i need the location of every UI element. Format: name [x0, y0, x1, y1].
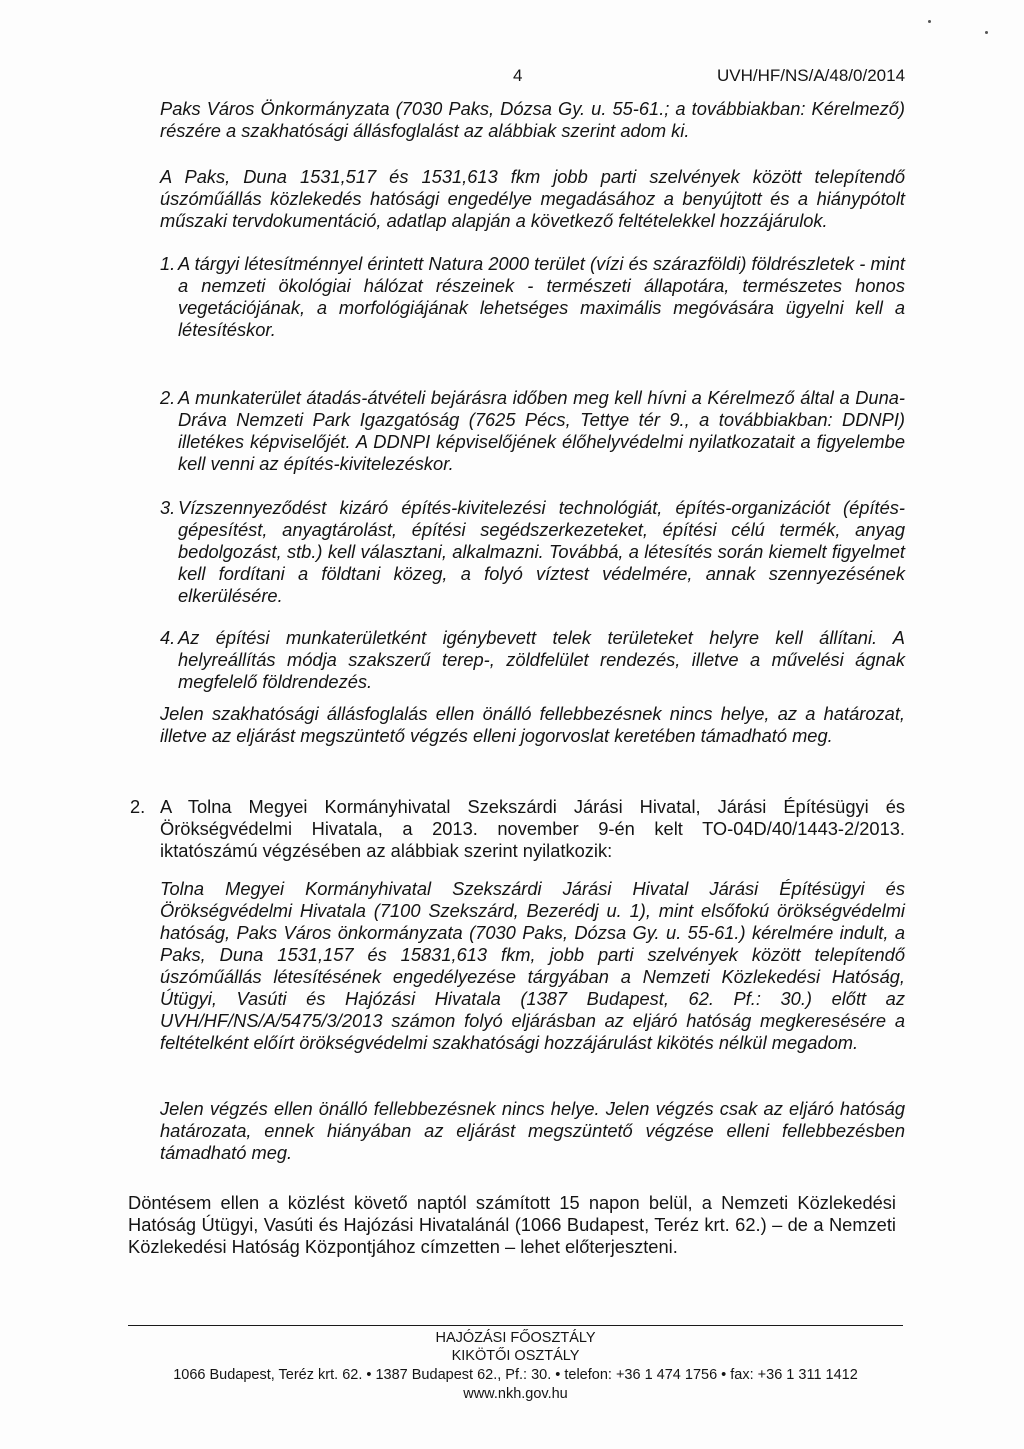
heritage-appeal-notice: Jelen végzés ellen önálló fellebbezésnek nincs helye. Jelen végzés csak az eljáró hatóság határozata, ennek hiányában az eljárást megszüntető végzése elleni fellebbezésben támadható meg. — [160, 1098, 905, 1163]
condition-3-text: Vízszennyeződést kizáró építés-kivitelezési technológiát, építés-organizációt (építés-gépesítést, anyagtárolást, építési segédszerkezeteket, építési célú termék, anyag bedolgozást, stb.) kell választani, alkalmazni. Továbbá, a létesítés során kiemelt figyelmet kell fordítani a földtani közeg, a folyó víztest védelmére, annak szennyezésének elkerülésére. — [178, 497, 905, 606]
condition-3-number: 3. — [160, 497, 176, 518]
appeal-notice: Jelen szakhatósági állásfoglalás ellen önálló fellebbezésnek nincs helye, az a határozat, illetve az eljárást megszüntető végzés elleni jogorvoslat keretében támadható meg. — [160, 703, 905, 746]
item-2-number: 2. — [130, 796, 146, 817]
scan-speck — [985, 31, 988, 34]
heritage-authority-quote: Tolna Megyei Kormányhivatal Szekszárdi Járási Hivatal Járási Építésügyi és Örökségvédelmi Hivatala (7100 Szekszárd, Bezerédj u. 1), mint elsőfokú örökségvédelmi hatóság, Paks Város önkormányzata (7030 Paks, Dózsa Gy. u. 55-61.) kérelmére indult, a Paks, Duna 1531,157 és 15831,613 fkm, jobb parti szelvények között telepítendő úszóműállás létesítésének engedélyezése tárgyában a Nemzeti Közlekedési Hatóság, Útügyi, Vasúti és Hajózási Hivatala (1387 Budapest, 62. Pf.: 30.) előtt az UVH/HF/NS/A/5475/3/2013 számon folyó eljárásban az eljáró hatóság megkeresésére a feltételként előírt örökségvédelmi szakhatósági hozzájárulást kikötés nélkül megadom. — [160, 878, 905, 1053]
condition-4-number: 4. — [160, 627, 176, 648]
footer-divider — [128, 1325, 903, 1326]
condition-1-text: A tárgyi létesítménnyel érintett Natura 2000 terület (vízi és szárazföldi) földrészletek - mint a nemzeti ökológiai hálózat részeinek - természeti állapotára, természetes honos vegetációjának, a morfológiájának lehetséges maximális megóvására ügyelni kell a létesítéskor. — [178, 253, 905, 340]
footer-office: KIKÖTŐI OSZTÁLY — [451, 1348, 580, 1364]
condition-2-number: 2. — [160, 387, 176, 408]
footer-department: HAJÓZÁSI FŐOSZTÁLY — [435, 1330, 596, 1346]
intro-paragraph: Paks Város Önkormányzata (7030 Paks, Dózsa Gy. u. 55-61.; a továbbiakban: Kérelmező) részére a szakhatósági állásfoglalást az alábbiak szerint adom ki. — [160, 98, 905, 141]
condition-4-text: Az építési munkaterületként igénybevett telek területeket helyre kell állítani. A helyreállítás módja szakszerű terep-, zöldfelület rendezés, illetve a művelési ágnak megfelelő földrendezés. — [178, 627, 905, 692]
condition-1-number: 1. — [160, 253, 176, 274]
footer-address: 1066 Budapest, Teréz krt. 62. • 1387 Budapest 62., Pf.: 30. • telefon: +36 1 474 1756 • fax: +36 1 311 1412 — [173, 1367, 858, 1383]
document-reference: UVH/HF/NS/A/48/0/2014 — [717, 66, 906, 85]
scan-speck — [928, 20, 931, 23]
decision-appeal-text: Döntésem ellen a közlést követő naptól számított 15 napon belül, a Nemzeti Közlekedési Hatóság Útügyi, Vasúti és Hajózási Hivatalánál (1066 Budapest, Teréz krt. 62.) – de a Nemzeti Közlekedési Hatóság Központjához címzetten – lehet előterjeszteni. — [128, 1192, 896, 1257]
condition-2-text: A munkaterület átadás-átvételi bejárásra időben meg kell hívni a Kérelmező által a Duna-Dráva Nemzeti Park Igazgatóság (7625 Pécs, Tettye tér 9., a továbbiakban: DDNPI) illetékes képviselőjét. A DDNPI képviselőjének élőhelyvédelmi nyilatkozatait a figyelembe kell venni az építés-kivitelezéskor. — [178, 387, 905, 474]
page-number: 4 — [513, 66, 523, 85]
consent-paragraph: A Paks, Duna 1531,517 és 1531,613 fkm jobb parti szelvények között telepítendő úszóműállás közlekedés hatósági engedélye megadásához a benyújtott és a hiánypótolt műszaki tervdokumentáció, adatlap alapján a következő feltételekkel hozzájárulok. — [160, 166, 905, 231]
item-2-text: A Tolna Megyei Kormányhivatal Szekszárdi Járási Hivatal, Járási Építésügyi és Örökségvédelmi Hivatala, a 2013. november 9-én kelt TO-04D/40/1443-2/2013. iktatószámú végzésében az alábbiak szerint nyilatkozik: — [160, 796, 905, 861]
footer-website: www.nkh.gov.hu — [463, 1386, 568, 1402]
